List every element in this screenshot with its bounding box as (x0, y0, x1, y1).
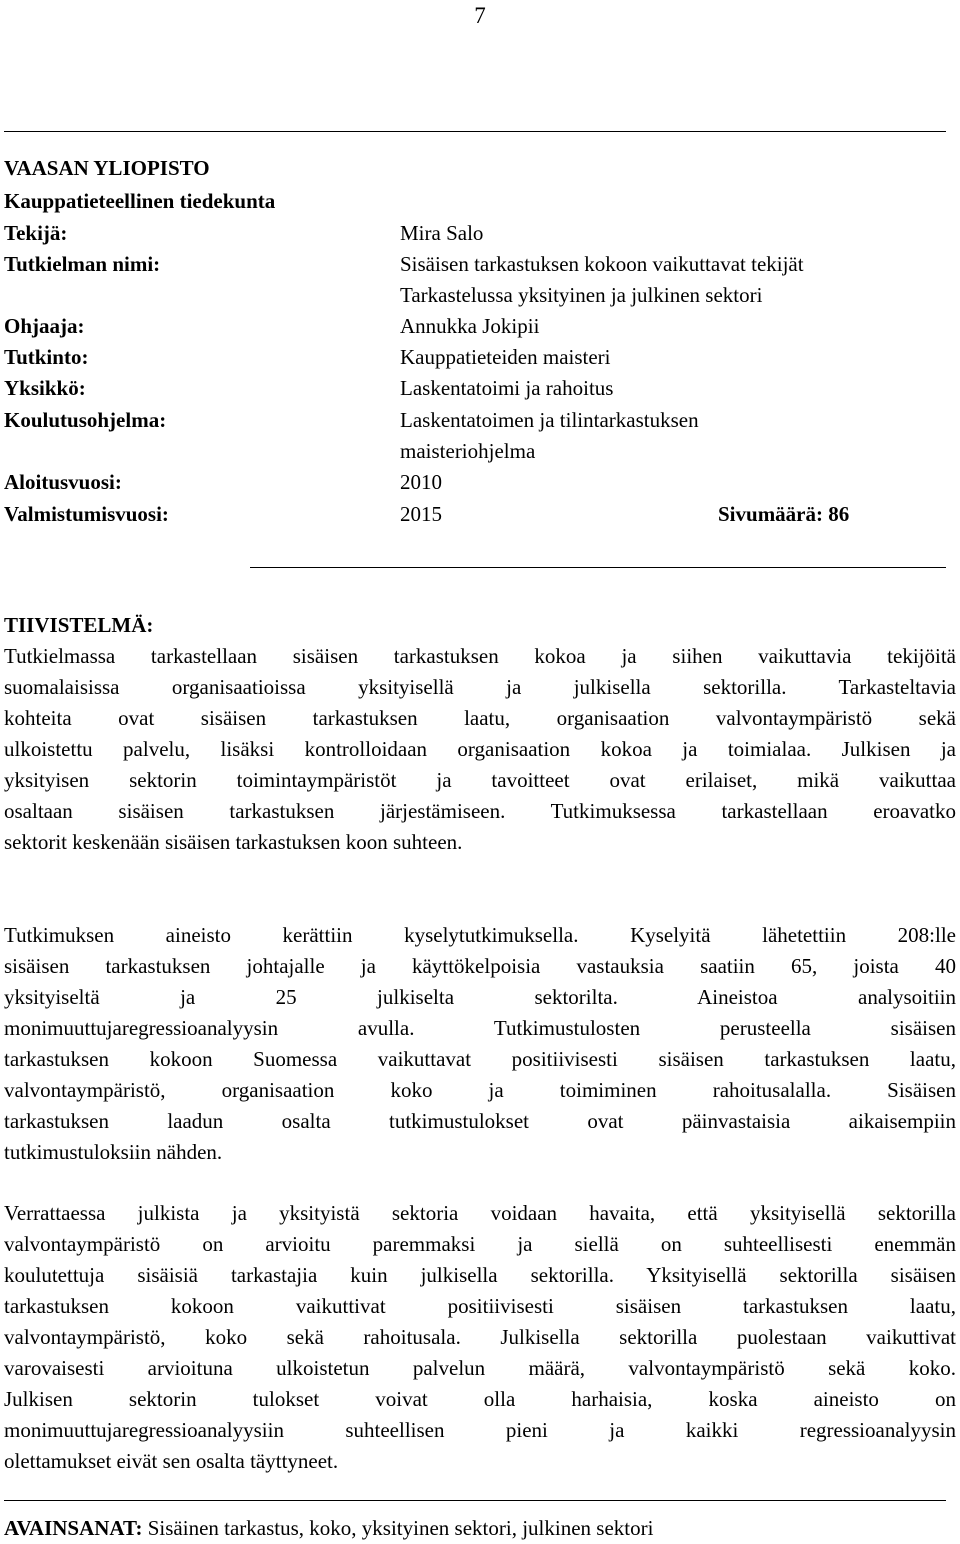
paragraph-line: yksityisen sektorin toimintaympäristöt ja tavoitteet ovat erilaiset, mikä vaikuttaa (4, 768, 956, 792)
paragraph-line: valvontaympäristö on arvioitu paremmaksi ja siellä on suhteellisesti enemmän (4, 1232, 956, 1256)
abstract-paragraph-2 (4, 920, 956, 1168)
page-number: 7 (474, 3, 486, 28)
unit-label: Yksikkö: (4, 376, 86, 400)
abstract-paragraph-1 (4, 641, 956, 858)
keywords-label: AVAINSANAT: (4, 1516, 143, 1540)
keywords-divider (4, 1500, 946, 1501)
paragraph-line: tarkastuksen laadun osalta tutkimustulokset ovat päinvastaisia aikaisempiin (4, 1109, 956, 1133)
paragraph-line: monimuuttujaregressioanalyysin avulla. Tutkimustulosten perusteella sisäisen (4, 1016, 956, 1040)
paragraph-line: Tutkielmassa tarkastellaan sisäisen tarkastuksen kokoa ja siihen vaikuttavia tekijöitä (4, 644, 956, 668)
keywords (4, 1518, 653, 1539)
paragraph-line: sisäisen tarkastuksen johtajalle ja käyttökelpoisia vastauksia saatiin 65, joista 40 (4, 954, 956, 978)
paragraph-line: varovaisesti arvioituna ulkoistetun palvelun määrä, valvontaympäristö sekä koko. (4, 1356, 956, 1380)
abstract-heading: TIIVISTELMÄ: (4, 613, 154, 637)
page-count-value: 86 (828, 502, 850, 526)
supervisor-label: Ohjaaja: (4, 314, 85, 338)
paragraph-line: kohteita ovat sisäisen tarkastuksen laatu, organisaation valvontaympäristö sekä (4, 706, 956, 730)
faculty-name: Kauppatieteellinen tiedekunta (4, 189, 276, 213)
paragraph-line: valvontaympäristö, koko sekä rahoitusala. Julkisella sektorilla puolestaan vaikuttivat (4, 1325, 956, 1349)
start-year-value: 2010 (400, 470, 442, 494)
paragraph-line: osaltaan sisäisen tarkastuksen järjestämiseen. Tutkimuksessa tarkastellaan eroavatko (4, 799, 956, 823)
paragraph-line: yksityiseltä ja 25 julkiselta sektorilta. Aineistoa analysoitiin (4, 985, 956, 1009)
graduation-year-value: 2015 (400, 502, 442, 526)
paragraph-line: suomalaisissa organisaatioissa yksityisellä ja julkisella sektorilla. Tarkasteltavia (4, 675, 956, 699)
title-value-line1: Sisäisen tarkastuksen kokoon vaikuttavat tekijät (400, 252, 804, 276)
paragraph-line: olettamukset eivät sen osalta täyttyneet. (4, 1449, 339, 1473)
degree-value: Kauppatieteiden maisteri (400, 345, 611, 369)
paragraph-line: Julkisen sektorin tulokset voivat olla harhaisia, koska aineisto on (4, 1387, 956, 1411)
paragraph-line: tarkastuksen kokoon vaikuttivat positiivisesti sisäisen tarkastuksen laatu, (4, 1294, 956, 1318)
paragraph-line: valvontaympäristö, organisaation koko ja toimiminen rahoitusalalla. Sisäisen (4, 1078, 956, 1102)
university-name: VAASAN YLIOPISTO (4, 156, 210, 180)
paragraph-line: Verrattaessa julkista ja yksityistä sektoria voidaan havaita, että yksityisellä sektorilla (4, 1201, 956, 1225)
start-year-label: Aloitusvuosi: (4, 470, 122, 494)
abstract-paragraph-3 (4, 1198, 956, 1477)
paragraph-line: ulkoistettu palvelu, lisäksi kontrolloidaan organisaation kokoa ja toimialaa. Julkisen ja (4, 737, 956, 761)
title-value-line2: Tarkastelussa yksityinen ja julkinen sektori (400, 283, 763, 307)
graduation-year-label: Valmistumisvuosi: (4, 502, 169, 526)
title-label: Tutkielman nimi: (4, 252, 161, 276)
page-count-label: Sivumäärä: (718, 502, 823, 526)
paragraph-line: tarkastuksen kokoon Suomessa vaikuttavat positiivisesti sisäisen tarkastuksen laatu, (4, 1047, 956, 1071)
programme-value-line2: maisteriohjelma (400, 439, 536, 463)
author-value: Mira Salo (400, 221, 484, 245)
unit-value: Laskentatoimi ja rahoitus (400, 376, 614, 400)
supervisor-value: Annukka Jokipii (400, 314, 540, 338)
keywords-text: Sisäinen tarkastus, koko, yksityinen sektori, julkinen sektori (147, 1516, 654, 1540)
paragraph-line: Tutkimuksen aineisto kerättiin kyselytutkimuksella. Kyselyitä lähetettiin 208:lle (4, 923, 956, 947)
programme-value-line1: Laskentatoimen ja tilintarkastuksen (400, 408, 699, 432)
programme-label: Koulutusohjelma: (4, 408, 167, 432)
paragraph-line: tutkimustuloksiin nähden. (4, 1140, 223, 1164)
degree-label: Tutkinto: (4, 345, 89, 369)
paragraph-line: sektorit keskenään sisäisen tarkastuksen koon suhteen. (4, 830, 463, 854)
author-label: Tekijä: (4, 221, 68, 245)
top-divider (4, 131, 946, 132)
meta-divider (250, 567, 946, 568)
page-count (718, 504, 849, 525)
paragraph-line: koulutettuja sisäisiä tarkastajia kuin julkisella sektorilla. Yksityisellä sektorilla sisäisen (4, 1263, 956, 1287)
paragraph-line: monimuuttujaregressioanalyysiin suhteellisen pieni ja kaikki regressioanalyysin (4, 1418, 956, 1442)
